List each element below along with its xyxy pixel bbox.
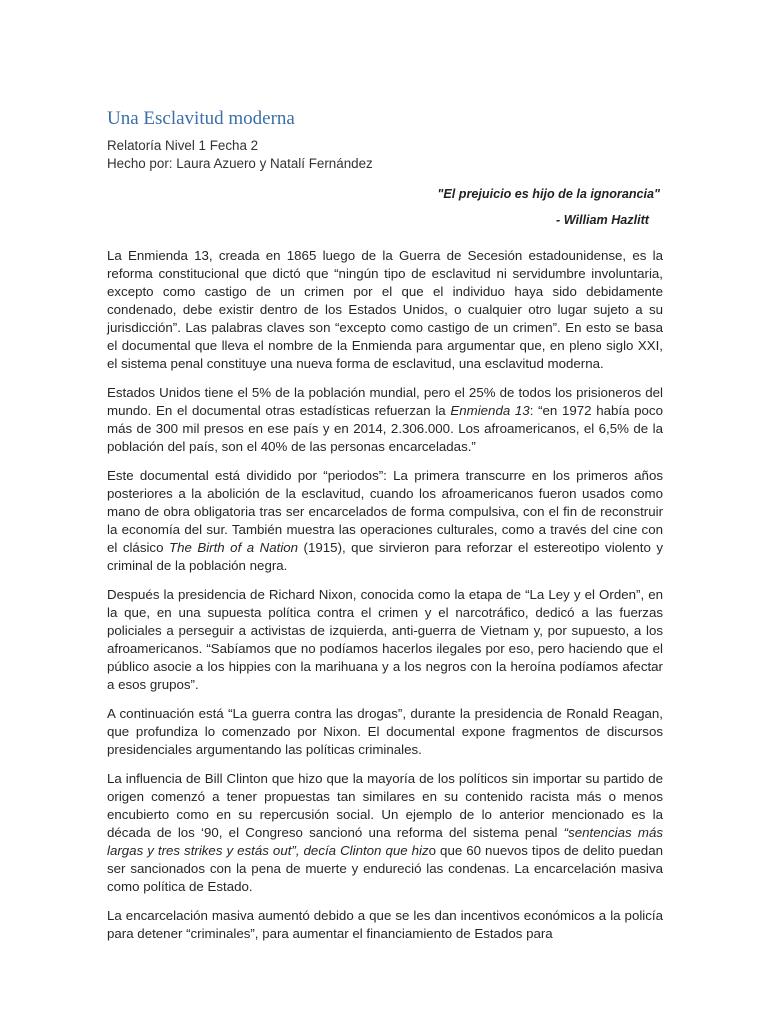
paragraph-5: A continuación está “La guerra contra las drogas”, durante la presidencia de Ronald Reagan, que profundiza lo comenzado por Nixon. El documental expone fragmentos de discursos presidenciales argumentando las políticas criminales. <box>107 706 663 757</box>
paragraph-2 <box>107 384 663 456</box>
document-body <box>107 247 663 943</box>
report-subtitle: Relatoría Nivel 1 Fecha 2 <box>107 138 259 153</box>
paragraph-6 <box>107 770 663 896</box>
authors-line: Hecho por: Laura Azuero y Natalí Fernández <box>107 156 373 171</box>
paragraph-6-italic: “sentencias más largas y tres strikes y estás out”, decía Clinton que hiz <box>107 825 663 858</box>
epigraph-quote: "El prejuicio es hijo de la ignorancia" <box>437 187 660 201</box>
paragraph-3-text-b: (1915), que sirvieron para reforzar el estereotipo violento y criminal de la población negra. <box>107 540 664 573</box>
paragraph-6-text-b: o que 60 nuevos tipos de delito puedan ser sancionados con la pena de muerte y endureció las condenas. La encarcelación masiva como política de Estado. <box>107 843 663 894</box>
document-title: Una Esclavitud moderna <box>107 108 295 129</box>
paragraph-2-text-b: : “en 1972 había poco más de 300 mil presos en ese país y en 2014, 2.306.000. Los afroamericanos, el 6,5% de la población del país, son el 40% de las personas encarceladas.” <box>107 403 663 454</box>
paragraph-7: La encarcelación masiva aumentó debido a que se les dan incentivos económicos a la policía para detener “criminales”, para aumentar el financiamiento de Estados para <box>107 908 663 941</box>
paragraph-1: La Enmienda 13, creada en 1865 luego de la Guerra de Secesión estadounidense, es la reforma constitucional que dictó que “ningún tipo de esclavitud ni servidumbre involuntaria, excepto como castigo de un crimen por el que el individuo haya sido debidamente condenado, debe existir dentro de los Estados Unidos, o cualquier otro lugar sujeto a su jurisdicción”. Las palabras claves son “excepto como castigo de un crimen”. En esto se basa el documental que lleva el nombre de la Enmienda para argumentar que, en pleno siglo XXI, el sistema penal constituye una nueva forma de esclavitud, una esclavitud moderna. <box>107 248 663 371</box>
paragraph-2-text-a: Estados Unidos tiene el 5% de la población mundial, pero el 25% de todos los prisioneros del mundo. En el documental otras estadísticas refuerzan la <box>107 385 663 418</box>
paragraph-3 <box>107 467 663 575</box>
paragraph-2-italic: Enmienda 13 <box>450 403 530 418</box>
paragraph-3-italic: The Birth of a Nation <box>168 540 299 555</box>
paragraph-3-text-a: Este documental está dividido por “periodos”: La primera transcurre en los primeros años posteriores a la abolición de la esclavitud, cuando los afroamericanos fueron usados como mano de obra obligatoria tras ser encarcelados de forma compulsiva, con el fin de reconstruir la economía del sur. También muestra las operaciones culturales, como a través del cine con el clásico <box>107 468 663 555</box>
paragraph-6-text-a: La influencia de Bill Clinton que hizo que la mayoría de los políticos sin importar su partido de origen comenzó a tener propuestas tan similares en su contenido racista más o menos encubierto como en su repercusión social. Un ejemplo de lo anterior mencionado es la década de los ‘90, el Congreso sancionó una reforma del sistema penal <box>107 771 663 840</box>
epigraph-author: - William Hazlitt <box>556 213 649 227</box>
paragraph-4: Después la presidencia de Richard Nixon, conocida como la etapa de “La Ley y el Orden”, en la que, en una supuesta política contra el crimen y el narcotráfico, dedicó a las fuerzas policiales a perseguir a activistas de izquierda, anti-guerra de Vietnam y, por supuesto, a los afroamericanos. “Sabíamos que no podíamos hacerlos ilegales por eso, pero haciendo que el público asocie a los hippies con la marihuana y a los negros con la heroína podíamos afectar a esos grupos”. <box>107 587 663 692</box>
